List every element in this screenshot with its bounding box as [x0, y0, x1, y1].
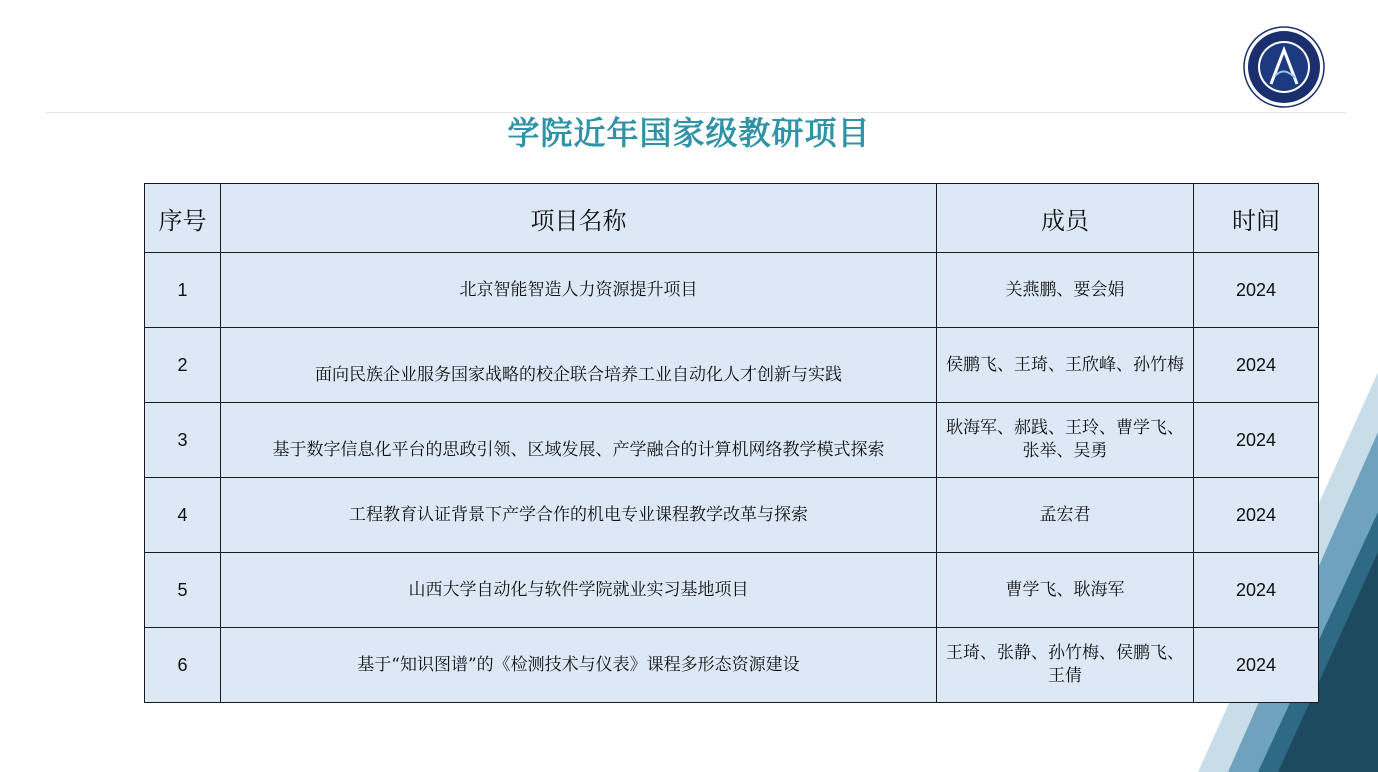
row-members: 耿海军、郝践、王玲、曹学飞、张举、吴勇	[937, 403, 1194, 478]
row-members: 孟宏君	[937, 478, 1194, 553]
row-year: 2024	[1194, 403, 1319, 478]
header-name: 项目名称	[221, 184, 937, 253]
table-header-row	[145, 184, 1319, 253]
row-year: 2024	[1194, 628, 1319, 703]
row-num: 1	[145, 253, 221, 328]
row-year: 2024	[1194, 253, 1319, 328]
row-num: 4	[145, 478, 221, 553]
header-num: 序号	[145, 184, 221, 253]
row-members: 关燕鹏、要会娟	[937, 253, 1194, 328]
header-members: 成员	[937, 184, 1194, 253]
row-num: 2	[145, 328, 221, 403]
projects-table	[144, 183, 1319, 703]
header-year: 时间	[1194, 184, 1319, 253]
row-name: 山西大学自动化与软件学院就业实习基地项目	[221, 553, 937, 628]
table-row	[145, 403, 1319, 478]
row-name: 北京智能智造人力资源提升项目	[221, 253, 937, 328]
page-title: 学院近年国家级教研项目	[507, 114, 871, 152]
row-members: 侯鹏飞、王琦、王欣峰、孙竹梅	[937, 328, 1194, 403]
row-year: 2024	[1194, 553, 1319, 628]
row-num: 5	[145, 553, 221, 628]
row-name-cell	[221, 403, 937, 478]
row-num: 6	[145, 628, 221, 703]
row-num: 3	[145, 403, 221, 478]
row-name: 工程教育认证背景下产学合作的机电专业课程教学改革与探索	[221, 478, 937, 553]
row-name: 面向民族企业服务国家战略的校企联合培养工业自动化人才创新与实践	[315, 364, 842, 385]
table-row	[145, 553, 1319, 628]
row-year: 2024	[1194, 328, 1319, 403]
table-row	[145, 478, 1319, 553]
university-logo-icon	[1243, 26, 1325, 108]
table-row	[145, 328, 1319, 403]
row-year: 2024	[1194, 478, 1319, 553]
table-row	[145, 628, 1319, 703]
row-name-cell	[221, 328, 937, 403]
row-name: 基于“知识图谱”的《检测技术与仪表》课程多形态资源建设	[221, 628, 937, 703]
row-members: 王琦、张静、孙竹梅、侯鹏飞、王倩	[937, 628, 1194, 703]
row-name: 基于数字信息化平台的思政引领、区域发展、产学融合的计算机网络教学模式探索	[272, 439, 885, 460]
row-members: 曹学飞、耿海军	[937, 553, 1194, 628]
table-row	[145, 253, 1319, 328]
